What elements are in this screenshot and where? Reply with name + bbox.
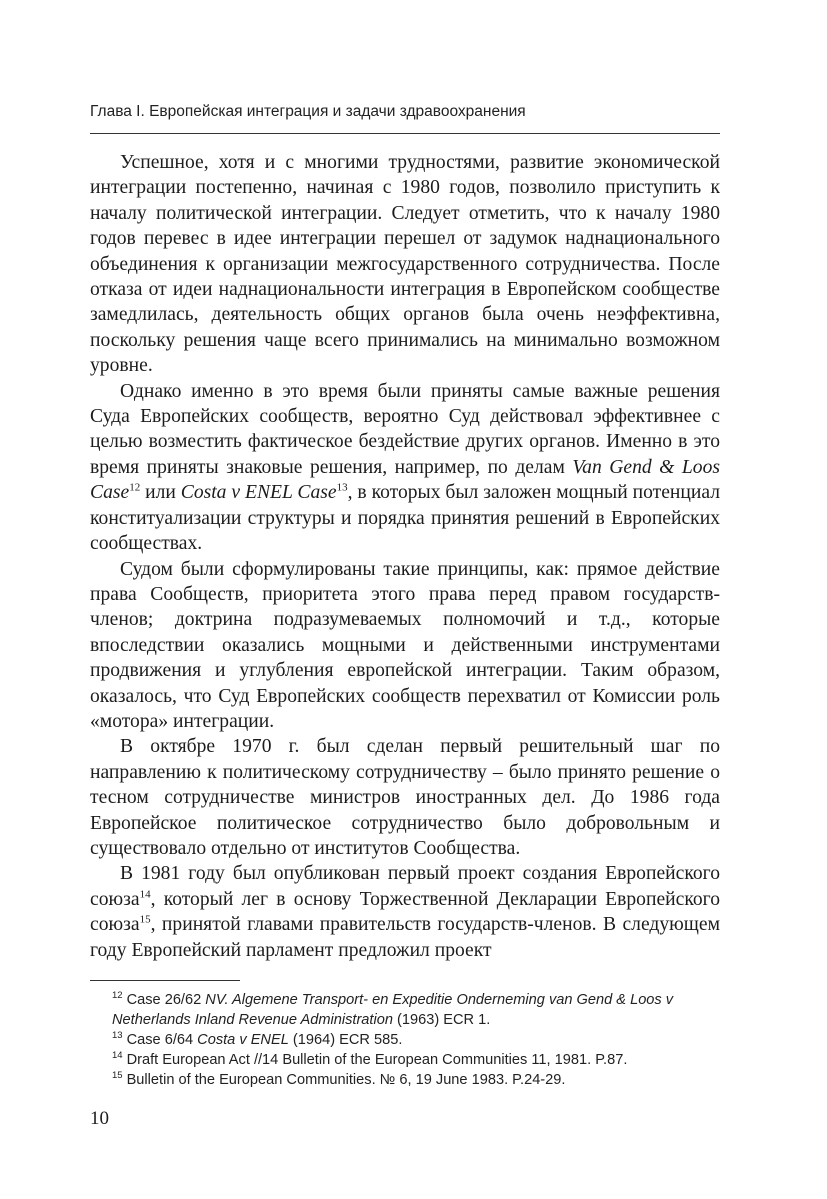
footnote-text-post: (1963) ECR 1.: [392, 1012, 491, 1028]
paragraph-5-text-c: , принятой главами правительств государств-членов. В следующем году Европейский парламент предложил проект: [90, 914, 720, 961]
footnotes: [90, 990, 720, 1090]
paragraph-5-text-b: , который лег в основу Торжественной Декларации Европейского союза: [90, 888, 720, 936]
footnote-number: 12: [112, 990, 123, 1002]
paragraph-1: [90, 150, 720, 379]
footnote-rule: [90, 980, 240, 981]
footnote-ref-12: 12: [129, 481, 141, 494]
paragraph-2-text-c: , в которых был заложен мощный потенциал конституализации структуры и порядка принятия решений в Европейских сообществах.: [90, 482, 720, 555]
footnote-15: [90, 1070, 720, 1090]
paragraph-2-text-b: или: [140, 482, 181, 504]
footnote-ref-14: 14: [139, 888, 151, 901]
footnote-ref-15: 15: [139, 913, 151, 926]
footnote-text: Case 6/64: [126, 1032, 198, 1048]
footnote-14: [90, 1050, 720, 1070]
footnote-number: 13: [112, 1030, 123, 1042]
paragraph-5-text-a: В 1981 году был опубликован первый проект создания Европейского союза: [90, 863, 720, 910]
footnote-ref-13: 13: [336, 481, 348, 494]
footnote-12: [90, 990, 720, 1030]
footnote-text-post: (1964) ECR 585.: [288, 1032, 403, 1048]
case-costa-enel: Costa v ENEL Case: [180, 482, 337, 504]
paragraph-3-text: Судом были сформулированы такие принципы, как: прямое действие права Сообществ, приоритета этого права перед правом государств-членов; доктрина подразумеваемых полномочий и т.д., которые впоследствии оказались мощными и действенными инструментами продвижения и углубления европейской интеграции. Таким образом, оказалось, что Суд Европейских сообществ перехватил от Комиссии роль «мотора» интеграции.: [90, 558, 720, 732]
paragraph-2-text-a: Однако именно в это время были приняты самые важные решения Суда Европейских сообществ, вероятно Суд действовал эффективнее с целью возместить фактическое бездействие других органов. Именно в это время приняты знаковые решения, например, по делам: [90, 380, 720, 478]
main-text: [90, 150, 720, 963]
paragraph-4: [90, 734, 720, 861]
footnote-text: Bulletin of the European Communities. № 6, 19 June 1983. P.24-29.: [126, 1072, 566, 1088]
footnote-text: Case 26/62: [126, 992, 206, 1008]
paragraph-5: [90, 861, 720, 963]
paragraph-4-text: В октябре 1970 г. был сделан первый решительный шаг по направлению к политическому сотрудничеству – было принято решение о тесном сотрудничестве министров иностранных дел. До 1986 года Европейское политическое сотрудничество было добровольным и существовало отдельно от институтов Сообщества.: [90, 736, 720, 859]
footnote-italic: Costa v ENEL: [197, 1032, 289, 1048]
page-number: 10: [90, 1108, 109, 1129]
paragraph-2: [90, 379, 720, 557]
running-head: Глава I. Европейская интеграция и задачи здравоохранения: [90, 103, 526, 120]
case-van-gend-loos: Van Gend & Loos Case: [90, 456, 720, 504]
footnote-number: 15: [112, 1070, 123, 1082]
paragraph-3: [90, 557, 720, 735]
paragraph-1-text: Успешное, хотя и с многими трудностями, развитие экономической интеграции постепенно, начиная с 1980 годов, позволило приступить к началу политической интеграции. Следует отметить, что к началу 1980 годов перевес в идее интеграции перешел от задумок наднационального объединения к организации межгосударственного сотрудничества. После отказа от идеи наднациональности интеграция в Европейском сообществе замедлилась, деятельность общих органов была очень неэффективна, поскольку решения чаще всего принимались на минимально возможном уровне.: [90, 152, 720, 377]
footnote-text: Draft European Act //14 Bulletin of the European Communities 11, 1981. P.87.: [126, 1052, 628, 1068]
footnote-number: 14: [112, 1050, 123, 1062]
footnote-13: [90, 1030, 720, 1050]
header-rule: [90, 133, 720, 134]
footnote-italic: NV. Algemene Transport- en Expeditie Onderneming van Gend & Loos v Netherlands Inland Revenue Administration: [112, 992, 674, 1028]
